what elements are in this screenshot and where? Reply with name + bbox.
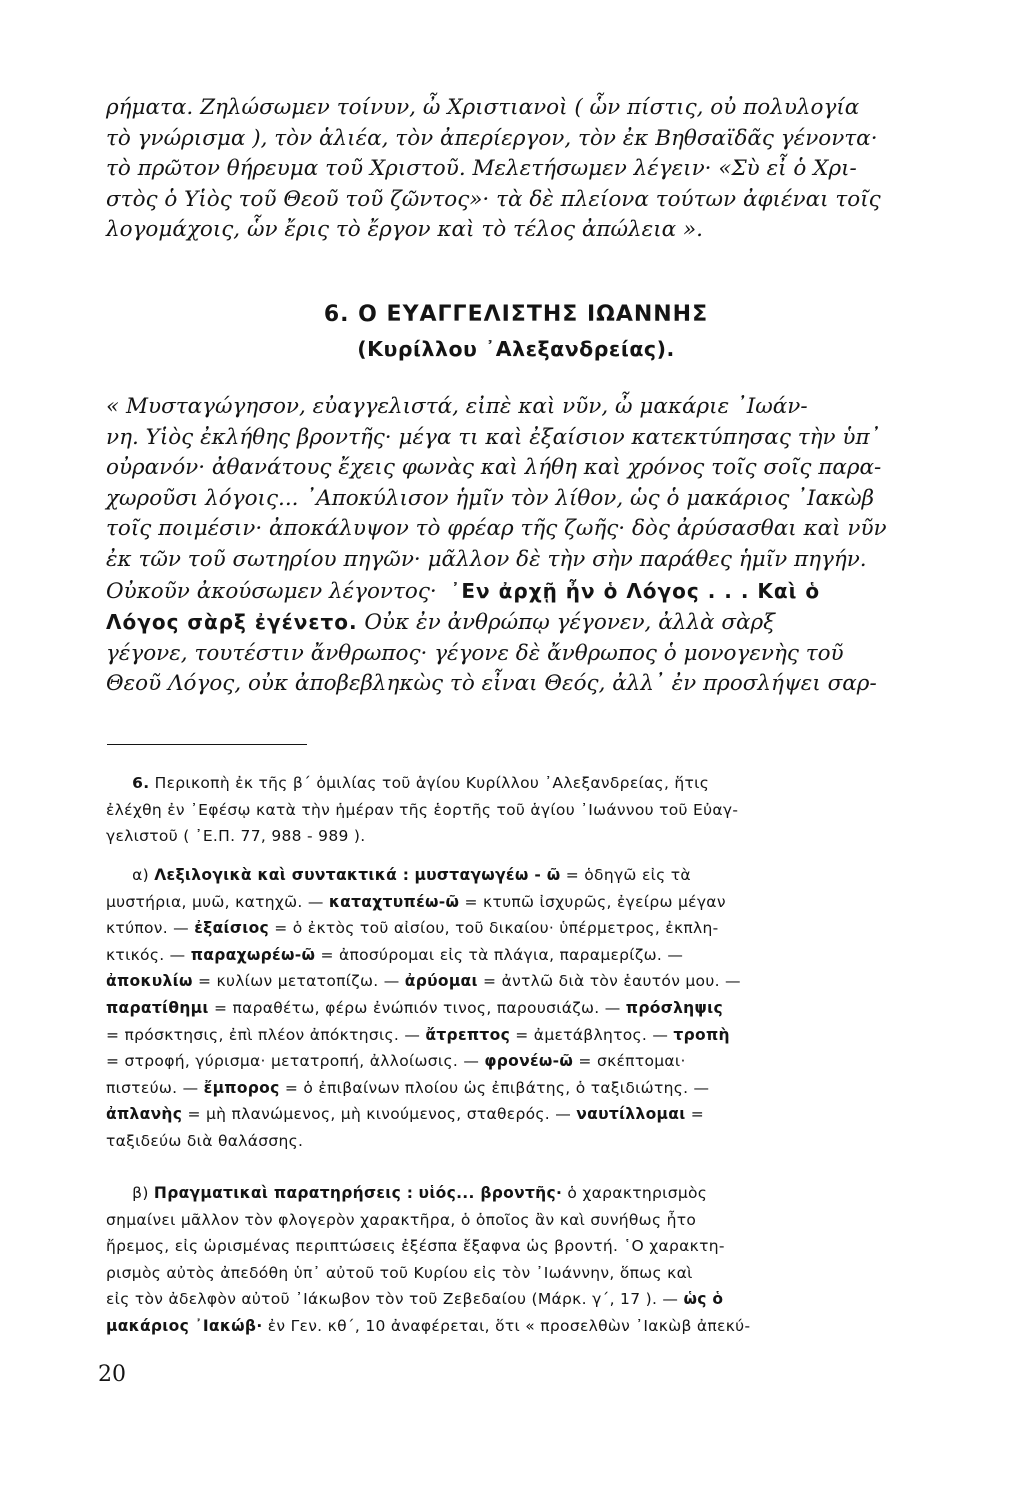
glossary-definition: μυστήρια, μυῶ, κατηχῶ. — [106,892,329,911]
glossary-term: ἔμπορος [203,1078,280,1097]
text-line: οὐρανόν· ἀθανάτους ἔχεις φωνὰς καὶ λήθη καὶ χρόνος τοῖς σοῖς παρα- [106,455,882,481]
text-line: Θεοῦ Λόγος, οὐκ ἀποβεβληκὼς τὸ εἶναι Θεός, ἀλλ᾿ ἐν προσλήψει σαρ- [106,671,877,697]
bold-scripture-phrase: ᾿Εν ἀρχῇ ἦν ὁ Λόγος . . . Καὶ ὁ [450,578,821,603]
glossary-definition: = παραθέτω, φέρω ἐνώπιόν τινος, παρουσιάζω. — [208,998,626,1017]
footnote-line: σημαίνει μᾶλλον τὸν φλογερὸν χαρακτῆρα, ὁ ὁποῖος ἂν καὶ συνήθως ἦτο [106,1210,697,1229]
text-fragment: Οὐκ ἐν ἀνθρώπῳ γέγονεν, ἀλλὰ σὰρξ [357,610,775,636]
footnote-line [106,1313,936,1340]
text-line: ρήματα. Ζηλώσωμεν τοίνυν, ὦ Χριστιανοὶ ( ὧν πίστις, οὐ πολυλογία [106,95,860,120]
section-label: α) [132,866,150,884]
footnote-6 [106,770,936,850]
text-line: νη. Υἱὸς ἐκλήθης βροντῆς· μέγα τι καὶ ἐξαίσιον κατεκτύπησας τὴν ὑπ᾿ [106,424,881,450]
glossary-definition: κτύπον. — [106,919,195,938]
glossary-term: τροπὴ [673,1025,730,1044]
glossary-term: καταχτυπέω-ῶ [328,892,460,911]
glossary-term: ναυτίλλομαι [576,1105,686,1124]
glossary-definition: = [685,1105,705,1124]
glossary-term: ἄτρεπτος [425,1025,511,1044]
glossary-term: φρονέω-ῶ [484,1052,574,1071]
section-subheading: (Κυρίλλου ᾿Αλεξανδρείας). [357,337,675,361]
glossary-term: ἀρύομαι [404,972,478,991]
footnote-line [106,942,936,969]
bold-scripture-phrase: Λόγος σὰρξ ἐγένετο. [106,610,358,635]
glossary-term: ἐξαίσιος [194,919,270,938]
glossary-term: παρατίθημι [106,998,209,1017]
remark-text: ἐν Γεν. κθ΄, 10 ἀναφέρεται, ὅτι « προσελθὼν ᾿Ιακὼβ ἀπεκύ- [262,1316,751,1335]
glossary-term: υἱός... βροντῆς· [418,1184,563,1202]
remark-text: ὁ χαρακτηρισμὸς [562,1184,708,1202]
footnote-remarks [106,1180,936,1340]
text-line: « Μυσταγώγησον, εὐαγγελιστά, εἰπὲ καὶ νῦν, ὦ μακάριε ᾿Ιωάν- [106,394,808,419]
footnote-line [106,915,936,942]
text-line: τὸ πρῶτον θήρευμα τοῦ Χριστοῦ. Μελετήσωμεν λέγειν· «Σὺ εἶ ὁ Χρι- [106,156,857,182]
footnote-line [106,968,936,995]
page-number: 20 [98,1362,126,1387]
body-paragraph-continued [106,93,948,246]
footnote-line [106,770,936,797]
section-heading: 6. Ο ΕΥΑΓΓΕΛΙΣΤΗΣ ΙΩΑΝΝΗΣ [323,302,709,327]
glossary-definition: = κτυπῶ ἰσχυρῶς, ἐγείρω μέγαν [459,892,726,911]
glossary-term: μυσταγωγέω - ῶ [414,866,561,884]
glossary-term: πρόσληψις [625,998,723,1017]
glossary-definition: = πρόσκτησις, ἐπὶ πλέον ἀπόκτησις. — [106,1025,426,1044]
text-line: ἐκ τῶν τοῦ σωτηρίου πηγῶν· μᾶλλον δὲ τὴν σὴν παράθες ἡμῖν πηγήν. [106,546,867,572]
footnote-line [106,1286,936,1313]
text-line: γέγονε, τουτέστιν ἄνθρωπος· γέγονε δὲ ἄνθρωπος ὁ μονογενὴς τοῦ [106,640,844,666]
glossary-definition: = ἀποσύρομαι εἰς τὰ πλάγια, παραμερίζω. — [315,945,684,964]
text-line: λογομάχοις, ὧν ἔρις τὸ ἔργον καὶ τὸ τέλος ἀπώλεια ». [106,217,703,243]
footnote-line [106,862,936,889]
text-line: χωροῦσι λόγοις... ᾿Αποκύλισον ἡμῖν τὸν λίθον, ὡς ὁ μακάριος ᾿Ιακὼβ [106,485,875,511]
footnote-line [106,1075,936,1102]
remark-text: εἰς τὸν ἀδελφὸν αὐτοῦ ᾿Ιάκωβον τὸν τοῦ Ζεβεδαίου (Μάρκ. γ΄, 17 ). — [106,1290,684,1309]
text-line: στὸς ὁ Υἱὸς τοῦ Θεοῦ τοῦ ζῶντος»· τὰ δὲ πλείονα τούτων ἀφιέναι τοῖς [106,186,881,212]
footnote-line [106,1180,936,1207]
glossary-term: μακάριος ᾿Ιακώβ· [106,1316,263,1335]
footnote-line [106,1048,936,1075]
footnote-line [106,1101,936,1128]
text-fragment: Οὐκοῦν ἀκούσωμεν λέγοντος· [106,578,437,604]
text-line: τοῖς ποιμέσιν· ἀποκάλυψον τὸ φρέαρ τῆς ζωῆς· δὸς ἀρύσασθαι καὶ νῦν [106,516,887,542]
text-line [106,607,948,639]
glossary-term: ἀποκυλίω [106,972,193,991]
footnote-vocabulary [106,862,936,1155]
footnote-line: ἤρεμος, εἰς ὡρισμένας περιπτώσεις ἐξέσπα ἔξαφνα ὡς βροντή. ῾Ο χαρακτη- [106,1237,725,1256]
glossary-definition: = στροφή, γύρισμα· μετατροπή, ἀλλοίωσις. — [106,1052,485,1071]
glossary-definition: = ὁδηγῶ εἰς τὰ [560,866,691,884]
glossary-term: ἀπλανὴς [106,1105,183,1124]
quotation-paragraph [106,392,948,700]
footnote-number: 6. [132,774,150,792]
glossary-definition: = μὴ πλανώμενος, μὴ κινούμενος, σταθερός. — [182,1105,577,1124]
footnote-line [106,889,936,916]
text-line [106,576,948,608]
glossary-term: ὡς ὁ [683,1290,724,1309]
glossary-definition: πιστεύω. — [106,1078,204,1097]
footnote-text: Περικοπὴ ἐκ τῆς β΄ ὁμιλίας τοῦ ἁγίου Κυρίλλου ᾿Αλεξανδρείας, ἥτις [149,774,710,792]
section-head: Λεξιλογικὰ καὶ συντακτικά : [154,866,410,884]
footnote-line: ταξιδεύω διὰ θαλάσσης. [106,1131,304,1150]
footnote-line [106,1022,936,1049]
footnote-line: ἐλέχθη ἐν ᾿Εφέσῳ κατὰ τὴν ἡμέραν τῆς ἑορτῆς τοῦ ἁγίου ᾿Ιωάννου τοῦ Εὐαγ- [106,800,739,819]
footnote-line: ρισμὸς αὐτὸς ἀπεδόθη ὑπ᾿ αὐτοῦ τοῦ Κυρίου εἰς τὸν ᾿Ιωάννην, ὅπως καὶ [106,1263,693,1282]
glossary-definition: = ἀντλῶ διὰ τὸν ἑαυτόν μου. — [477,972,741,991]
glossary-definition: = ὁ ἐπιβαίνων πλοίου ὡς ἐπιβάτης, ὁ ταξιδιώτης. — [279,1078,710,1097]
glossary-definition: = ὁ ἐκτὸς τοῦ αἰσίου, τοῦ δικαίου· ὑπέρμετρος, ἐκπλη- [269,919,719,938]
footnote-divider [107,744,307,745]
section-label: β) [132,1184,149,1202]
glossary-definition: = ἀμετάβλητος. — [510,1025,674,1044]
footnote-line: γελιστοῦ ( ᾿Ε.Π. 77, 988 - 989 ). [106,827,366,846]
glossary-term: παραχωρέω-ῶ [190,945,316,964]
section-head: Πραγματικαὶ παρατηρήσεις : [153,1184,414,1202]
text-line: τὸ γνώρισμα ), τὸν ἁλιέα, τὸν ἀπερίεργον, τὸν ἐκ Βηθσαϊδᾶς γένοντα· [106,125,878,151]
footnote-line [106,995,936,1022]
glossary-definition: κτικός. — [106,945,191,964]
glossary-definition: = κυλίων μετατοπίζω. — [192,972,405,991]
glossary-definition: = σκέπτομαι· [573,1052,686,1071]
